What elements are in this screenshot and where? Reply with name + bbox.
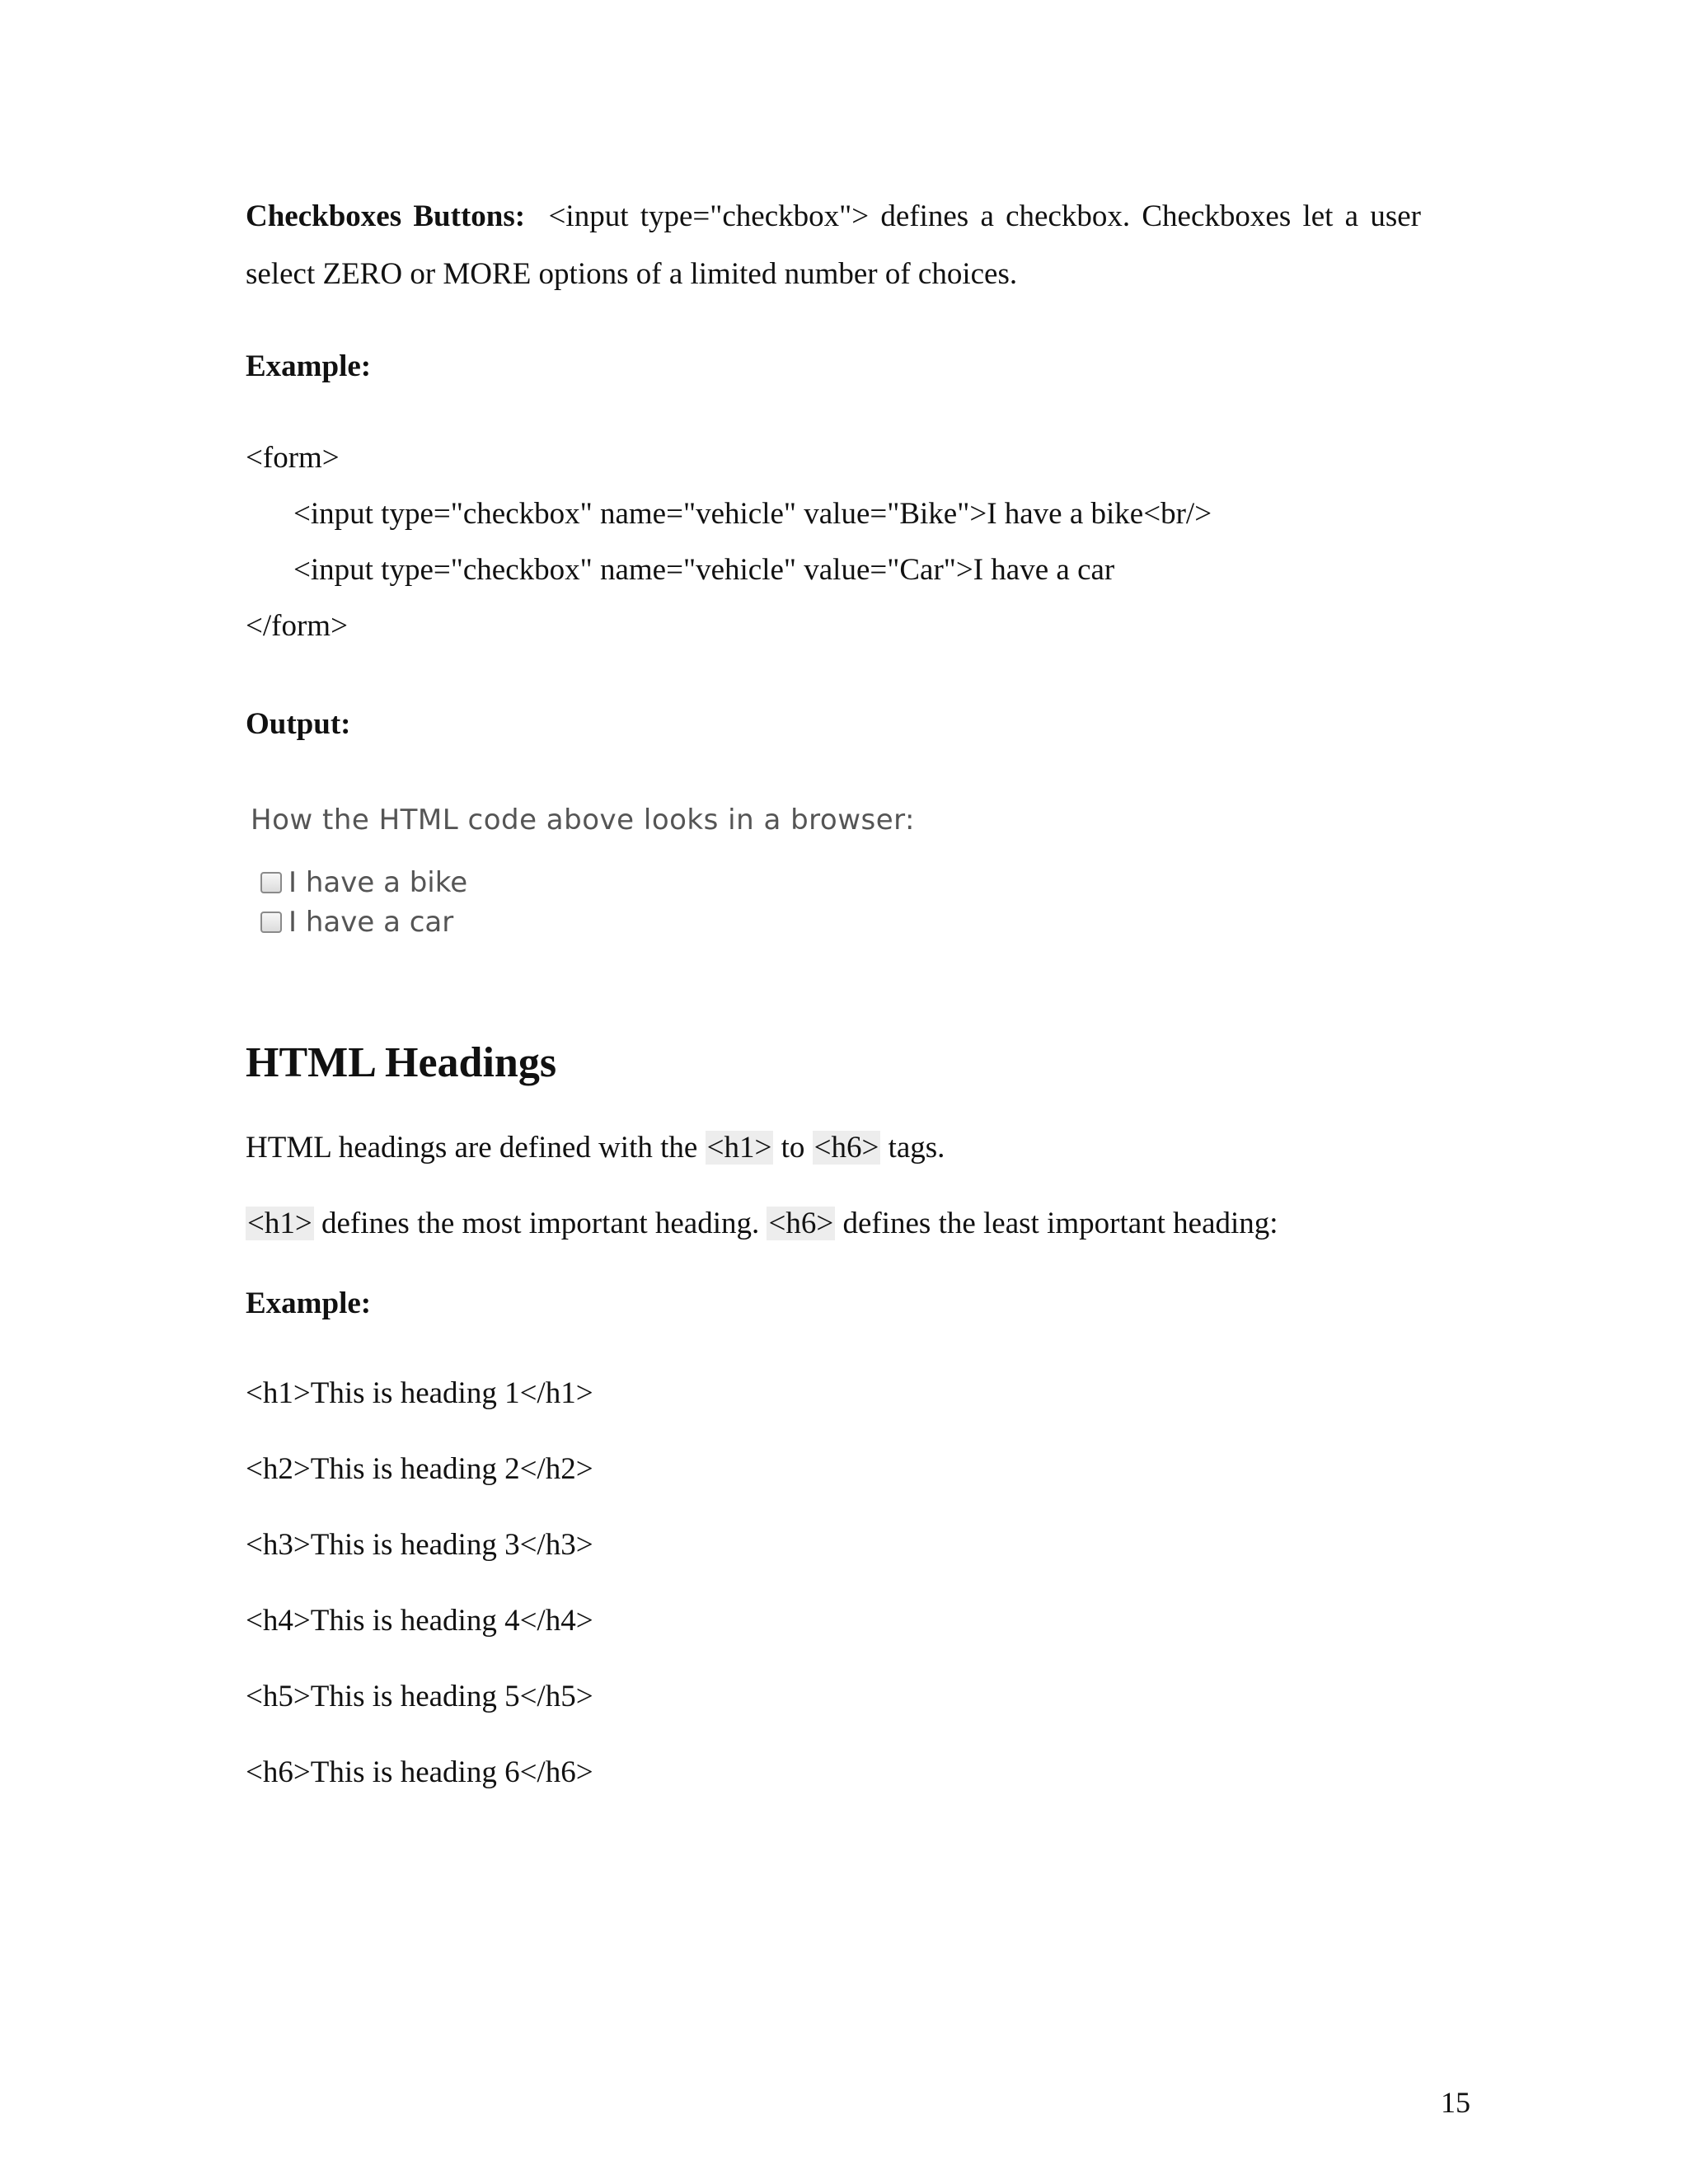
code-line: <input type="checkbox" name="vehicle" value="Car">I have a car (293, 553, 1115, 587)
example-label-1: Example: (246, 349, 372, 383)
checkbox-label: I have a bike (288, 866, 468, 899)
code-line: <h5>This is heading 5</h5> (246, 1680, 593, 1713)
intro-text: tags. (880, 1131, 945, 1165)
output-label: Output: (246, 707, 351, 741)
browser-output-preview (251, 804, 915, 942)
tag-highlight: <h1> (706, 1131, 772, 1165)
headings-description (246, 1195, 1421, 1253)
intro-text: to (773, 1131, 813, 1165)
code-line: <h1>This is heading 1</h1> (246, 1376, 593, 1410)
checkbox-icon[interactable] (260, 872, 282, 893)
code-line: <h6>This is heading 6</h6> (246, 1755, 593, 1789)
tag-highlight: <h1> (247, 1207, 312, 1240)
code-line: <form> (246, 441, 340, 475)
headings-intro (246, 1119, 1421, 1177)
checkboxes-text: <input type="checkbox"> defines a checkbox. Checkboxes let a user select ZERO or MORE options of a limited number of choices. (246, 199, 1421, 291)
checkboxes-paragraph (246, 188, 1421, 303)
checkboxes-lead: Checkboxes Buttons: (246, 199, 526, 233)
page-number: 15 (1441, 2086, 1470, 2119)
checkbox-option-bike[interactable] (251, 863, 915, 902)
code-line: <h2>This is heading 2</h2> (246, 1452, 593, 1486)
description-text: defines the most important heading. (313, 1207, 767, 1240)
description-text: defines the least important heading: (835, 1207, 1278, 1240)
example-label-2: Example: (246, 1286, 372, 1320)
browser-caption: How the HTML code above looks in a browser: (251, 804, 915, 837)
code-line: </form> (246, 609, 348, 643)
tag-highlight: <h6> (768, 1207, 834, 1240)
checkbox-icon[interactable] (260, 912, 282, 933)
tag-highlight: <h6> (814, 1131, 879, 1165)
code-line: <input type="checkbox" name="vehicle" value="Bike">I have a bike<br/> (293, 497, 1212, 531)
code-line: <h3>This is heading 3</h3> (246, 1528, 593, 1562)
intro-text: HTML headings are defined with the (246, 1131, 706, 1165)
code-line: <h4>This is heading 4</h4> (246, 1604, 593, 1638)
section-heading: HTML Headings (246, 1039, 557, 1086)
checkbox-label: I have a car (288, 906, 454, 939)
checkbox-option-car[interactable] (251, 902, 915, 942)
